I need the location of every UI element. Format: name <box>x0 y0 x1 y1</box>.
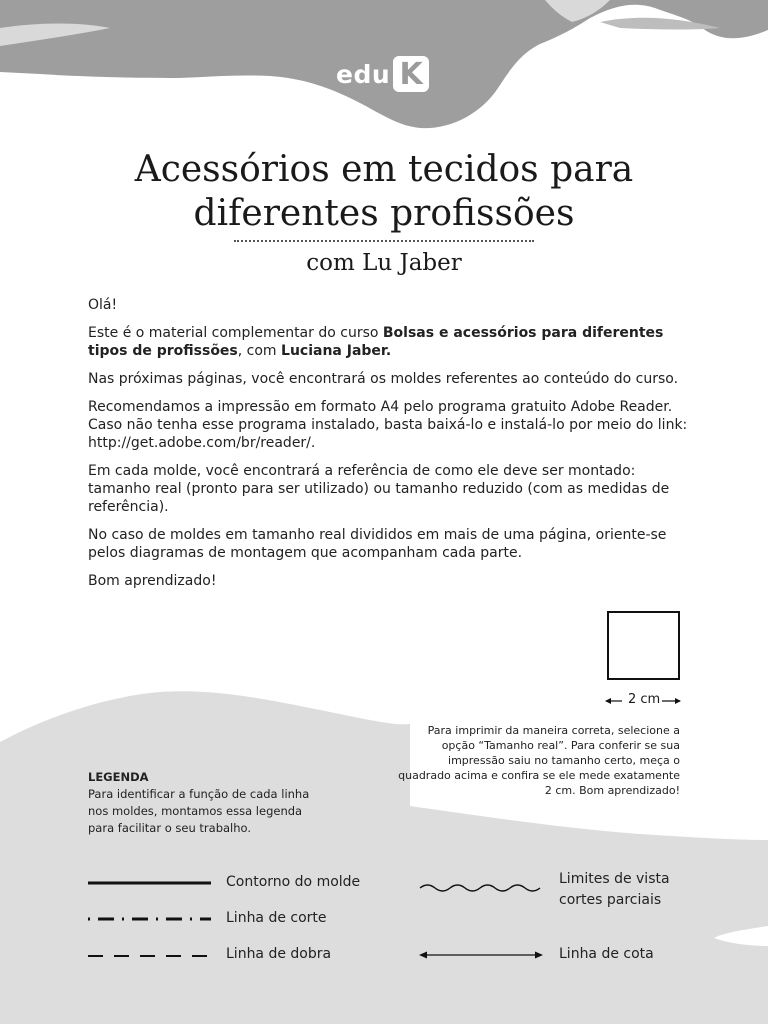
logo-text: edu <box>336 59 391 89</box>
title-line-1: Acessórios em tecidos para <box>134 149 634 190</box>
paragraph-course: Este é o material complementar do curso Bolsas e acessórios para diferentes tipos de profissões, com Luciana Jaber. <box>88 325 664 359</box>
print-instructions: Para imprimir da maneira correta, selecione a opção “Tamanho real”. Para conferir se sua impressão saiu no tamanho certo, meça o quadrado acima e confira se ele mede exatamente 2 cm. Bom aprendizado! <box>398 724 680 797</box>
paragraph-reference: Em cada molde, você encontrará a referência de como ele deve ser montado: tamanho real (pronto para ser utilizado) ou tamanho reduzido (com as medidas de referência). <box>88 463 670 515</box>
legend-view-limits-label: Limites de vista <box>559 871 670 887</box>
closing: Bom aprendizado! <box>88 573 217 589</box>
legend-cut-label: Linha de corte <box>226 910 327 926</box>
legend-description: Para identificar a função de cada linha nos moldes, montamos essa legenda para facilitar o seu trabalho. <box>88 787 310 835</box>
page-subtitle: com Lu Jaber <box>306 250 462 276</box>
intro-text <box>88 296 688 600</box>
greeting: Olá! <box>88 297 118 313</box>
course-name: Bolsas e acessórios para diferentes tipos de profissões <box>88 325 664 359</box>
legend-partial-cuts-label: cortes parciais <box>559 892 662 908</box>
calibration-square <box>607 611 680 680</box>
legend-contour-label: Contorno do molde <box>226 874 361 890</box>
title-line-2: diferentes profissões <box>193 193 575 234</box>
legend-title: LEGENDA <box>88 770 149 784</box>
measure-label: 2 cm <box>628 692 661 707</box>
legend-dimension-label: Linha de cota <box>559 946 654 962</box>
edu-k-logo <box>336 56 429 92</box>
paragraph-diagrams: No caso de moldes em tamanho real divididos em mais de uma página, oriente-se pelos diagramas de montagem que acompanham cada parte. <box>88 527 667 561</box>
author-name: Luciana Jaber. <box>281 343 392 359</box>
paragraph-print: Recomendamos a impressão em formato A4 pelo programa gratuito Adobe Reader. Caso não tenha esse programa instalado, basta baixá-lo e instalá-lo por meio do link: http://get.adobe.com/br/reader/. <box>88 399 688 451</box>
logo-k-box: K <box>393 56 429 92</box>
dotted-divider <box>234 240 534 242</box>
paragraph-moldes: Nas próximas páginas, você encontrará os moldes referentes ao conteúdo do curso. <box>88 371 679 387</box>
legend-fold-label: Linha de dobra <box>226 946 332 962</box>
measure-indicator <box>604 692 682 710</box>
page-title <box>60 148 708 236</box>
